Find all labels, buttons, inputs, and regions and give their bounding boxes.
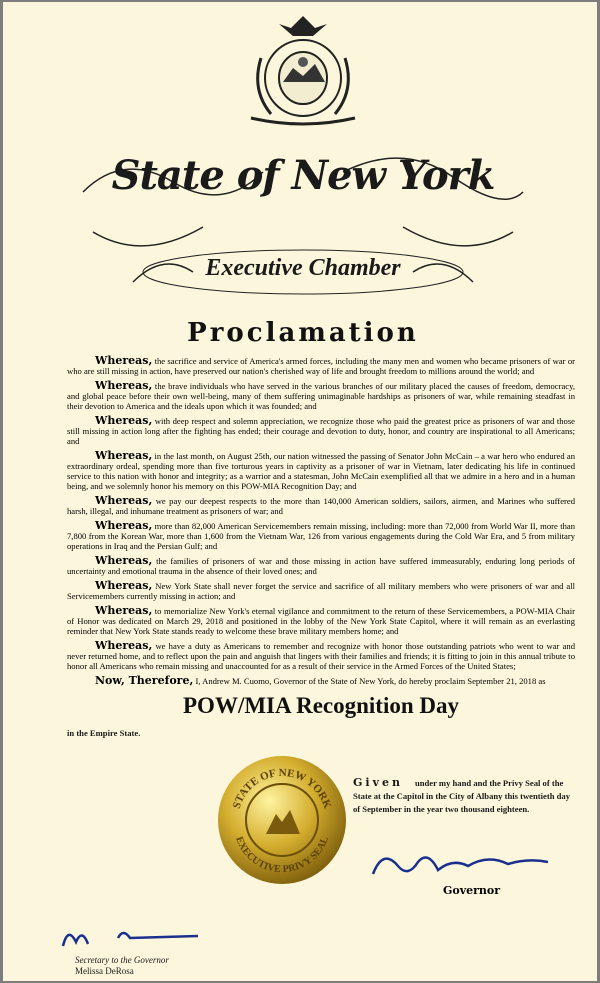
seal-top-text: STATE OF NEW YORK <box>230 766 334 811</box>
clause-text: in the last month, on August 25th, our nation witnessed the passing of Senator John McCain – a war hero who endured an extraordinary ordeal, spending more than five torturous years in captivity as a prisoner of war in Vietnam, later dedicating his life in continued service to this nation with honor and integrity; as a warrior and a statesman, John McCain exemplified all that we admire in a hero and in a human being, and we solemnly honor his memory on this POW-MIA Recognition Day; and <box>67 451 575 491</box>
clause-keyword: Whereas, <box>95 579 153 592</box>
clause-text: more than 82,000 American Servicemembers remain missing, including: more than 72,000 from World War II, more than 7,800 from the Korean War, more than 1,600 from the Vietnam War, 126 from various engagements during the Cold War Era, and 5 from military operations in Iraq and the Persian Gulf; and <box>67 521 575 551</box>
executive-chamber-heading: Executive Chamber <box>205 255 401 281</box>
clause-paragraph <box>67 496 575 516</box>
clause-paragraph <box>67 676 575 686</box>
clause-keyword: Whereas, <box>95 604 153 617</box>
clause-text: with deep respect and solemn appreciation, we recognize those who paid the greatest price as prisoners of war and those still missing in action long after the fighting has ended; their courage and devotion to duty, honor, and country are inspirational to all Americans; and <box>67 416 575 446</box>
clause-keyword: Whereas, <box>95 519 153 532</box>
secretary-title: Secretary to the Governor <box>75 955 169 965</box>
clause-text: we have a duty as Americans to remember and recognize with honor those outstanding patriots who went to war and never returned home, and to reflect upon the pain and anguish that lingers with their families and friends; it is fitting to join in this annual tribute to honor all Americans who remain missing and unaccounted for as a result of their service in the Armed Forces of the United States; <box>67 641 575 671</box>
secretary-block <box>75 955 169 977</box>
governor-signature-icon <box>368 842 568 882</box>
clause-text: we pay our deepest respects to the more than 140,000 American soldiers, sailors, airmen, and Marines who suffered harsh, illegal, and inhumane treatment as prisoners of war; and <box>67 496 575 516</box>
secretary-signature-icon <box>58 920 208 952</box>
state-name-heading: State of New York <box>111 152 495 199</box>
proclamation-main <box>67 356 575 738</box>
given-text: under my hand and the Privy Seal of the State at the Capitol in the City of Albany this twentieth day of September in the year two thousand eighteen. <box>353 778 570 814</box>
state-coat-of-arms-icon <box>231 10 376 128</box>
clause-keyword: Whereas, <box>95 354 153 367</box>
clause-keyword: Whereas, <box>95 379 153 392</box>
proclamation-heading: Proclamation <box>187 318 419 348</box>
seal-bottom-text: EXECUTIVE PRIVY SEAL <box>233 835 331 876</box>
clause-text: the sacrifice and service of America's armed forces, including the many men and women who became prisoners of war or who are still missing in action, have preserved our nation's cherished way of life and brought freedom to millions around the world; and <box>67 356 575 376</box>
clause-paragraph <box>67 606 575 636</box>
clause-paragraph <box>67 381 575 411</box>
clause-paragraph <box>67 451 575 491</box>
given-keyword: Given <box>353 776 403 789</box>
clause-paragraph <box>67 641 575 671</box>
proclamation-body <box>67 356 575 686</box>
clause-text: to memorialize New York's eternal vigilance and commitment to the return of these Servicemembers, a POW-MIA Chair of Honor was dedicated on March 29, 2018 and positioned in the lobby of the New York State Capitol, where it will remain as an everlasting reminder that New York State stands ready to welcome these brave military members home; and <box>67 606 575 636</box>
clause-text: the families of prisoners of war and those missing in action have suffered immeasurably, enduring long periods of uncertainty and emotional trauma in the absence of their loved ones; and <box>67 556 575 576</box>
proclaimed-day-title: POW/MIA Recognition Day <box>183 693 459 718</box>
given-statement <box>353 776 575 816</box>
clause-paragraph <box>67 556 575 576</box>
empire-state-line: in the Empire State. <box>67 728 141 738</box>
clause-paragraph <box>67 521 575 551</box>
clause-text: New York State shall never forget the service and sacrifice of all military members who were prisoners of war and all Servicemembers currently missing in action; and <box>67 581 575 601</box>
secretary-name: Melissa DeRosa <box>75 966 134 976</box>
clause-keyword: Whereas, <box>95 414 153 427</box>
clause-paragraph <box>67 416 575 446</box>
clause-text: I, Andrew M. Cuomo, Governor of the State of New York, do hereby proclaim September 21, 2018 as <box>193 676 546 686</box>
clause-paragraph <box>67 581 575 601</box>
clause-keyword: Now, Therefore, <box>95 674 194 687</box>
clause-keyword: Whereas, <box>95 639 153 652</box>
clause-keyword: Whereas, <box>95 554 153 567</box>
clause-text: the brave individuals who have served in the various branches of our military placed the causes of freedom, democracy, and global peace before their own well-being, many of them suffering unimaginable hardships as prisoners of war, while remaining steadfast in their devotion to America and the ideals upon which it was founded; and <box>67 381 575 411</box>
proclamation-document <box>3 2 597 981</box>
clause-paragraph <box>67 356 575 376</box>
gold-privy-seal-icon <box>216 754 348 886</box>
clause-keyword: Whereas, <box>95 494 153 507</box>
governor-title: Governor <box>443 884 501 897</box>
clause-keyword: Whereas, <box>95 449 153 462</box>
